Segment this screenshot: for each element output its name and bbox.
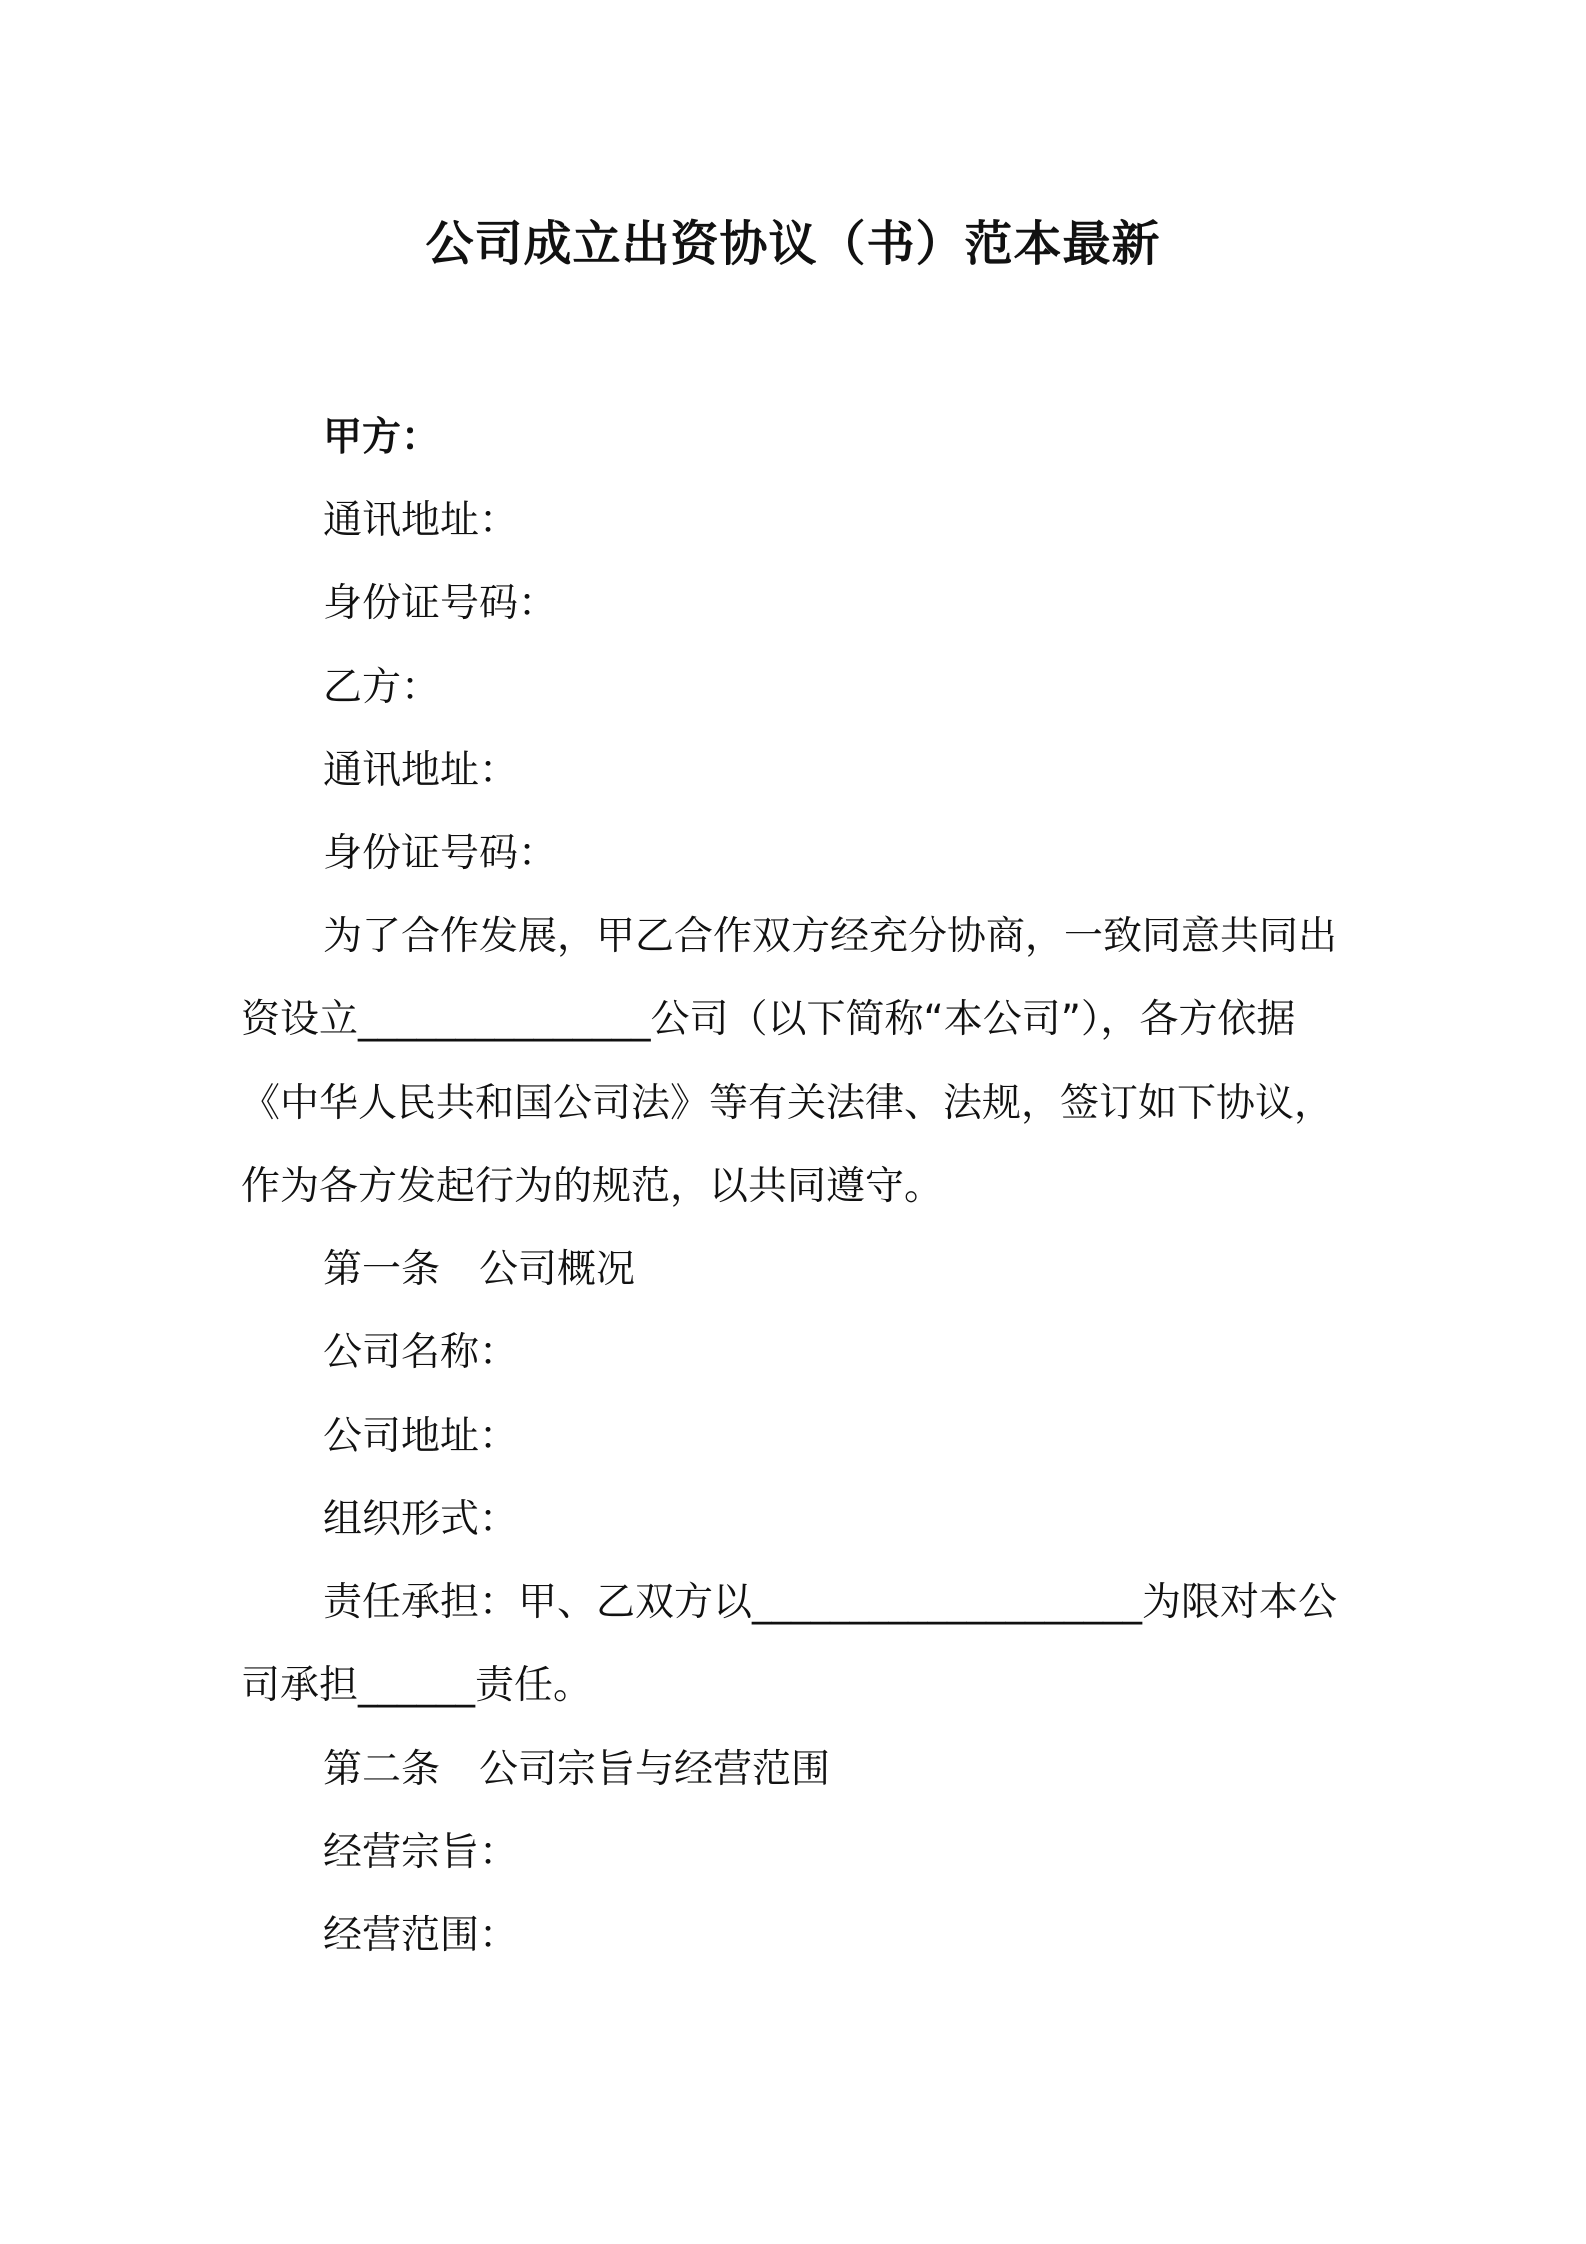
- liability-line-2: 司承担______责任。: [241, 1663, 593, 1708]
- party-b-label: 乙方：: [323, 665, 441, 710]
- preamble-line-2: 资设立_______________公司（以下简称“本公司”），各方依据: [241, 997, 1296, 1042]
- business-purpose-label: 经营宗旨：: [323, 1830, 519, 1875]
- organization-form-label: 组织形式：: [323, 1497, 519, 1542]
- preamble-line-1: 为了合作发展，甲乙合作双方经充分协商，一致同意共同出: [323, 914, 1338, 959]
- party-b-id-label: 身份证号码：: [323, 831, 558, 876]
- business-scope-label: 经营范围：: [323, 1913, 519, 1958]
- party-b-address-label: 通讯地址：: [323, 748, 519, 793]
- document-title: 公司成立出资协议（书）范本最新: [425, 216, 1161, 272]
- company-address-label: 公司地址：: [323, 1414, 519, 1459]
- party-a-label: 甲方：: [323, 415, 441, 460]
- party-a-id-label: 身份证号码：: [323, 581, 558, 626]
- preamble-line-3: 《中华人民共和国公司法》等有关法律、法规，签订如下协议，: [241, 1081, 1334, 1126]
- company-name-label: 公司名称：: [323, 1330, 519, 1375]
- party-a-address-label: 通讯地址：: [323, 498, 519, 543]
- article-2-heading: 第二条 公司宗旨与经营范围: [323, 1747, 831, 1792]
- article-1-heading: 第一条 公司概况: [323, 1247, 636, 1292]
- preamble-line-4: 作为各方发起行为的规范，以共同遵守。: [241, 1164, 944, 1209]
- liability-line-1: 责任承担：甲、乙双方以____________________为限对本公: [323, 1580, 1338, 1625]
